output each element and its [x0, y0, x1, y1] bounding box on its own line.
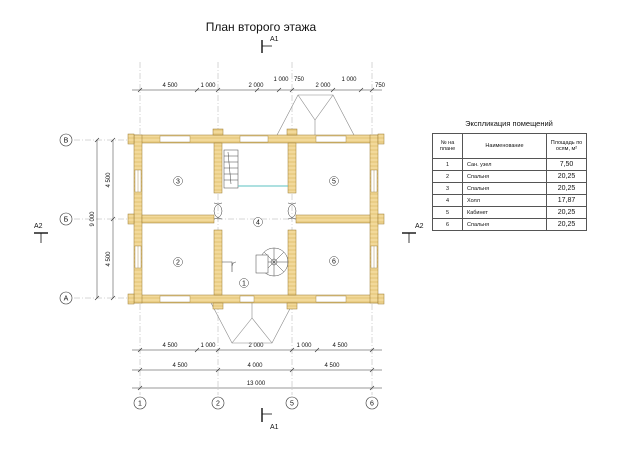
row-number: 4 [433, 195, 463, 207]
section-marker-a1-bottom [262, 408, 279, 431]
spiral-staircase [256, 248, 288, 276]
row-number: 2 [433, 171, 463, 183]
room-label-5: 5 [332, 178, 336, 186]
section-marker-a2-left [34, 223, 48, 243]
room-schedule-title: Экспликация помещений [465, 119, 553, 128]
staircase-upper [224, 150, 288, 188]
svg-text:А2: А2 [34, 223, 43, 230]
row-name: Спальня [463, 219, 547, 231]
dim-left-1: 4 500 [106, 172, 112, 188]
axis-label-v: В [63, 137, 69, 145]
section-marker-a1-top [262, 36, 279, 53]
dim-bottom-3: 2 000 [248, 343, 264, 349]
header-number: № на плане [433, 134, 463, 159]
room-label-4: 4 [256, 219, 260, 227]
room-label-6: 6 [332, 258, 336, 266]
axis-label-5: 5 [290, 400, 294, 408]
row-area: 20,25 [547, 219, 587, 231]
dimension-chain-bottom [132, 343, 382, 390]
header-area: Площадь по осям, м² [547, 134, 587, 159]
row-name: Спальня [463, 183, 547, 195]
dim-top-3: 2 000 [248, 83, 264, 89]
room-schedule [432, 119, 586, 231]
room-label-2: 2 [176, 259, 180, 267]
dim-bottom-4: 1 000 [296, 343, 312, 349]
bathroom-partition [222, 262, 236, 272]
row-name: Спальня [463, 171, 547, 183]
axis-label-a: А [63, 295, 69, 303]
dim-top-5: 750 [293, 77, 305, 83]
row-name: Сан. узел [463, 159, 547, 171]
row-number: 1 [433, 159, 463, 171]
axis-bubbles-numbers [134, 397, 378, 409]
table-row [433, 171, 587, 183]
svg-text:А1: А1 [270, 36, 279, 43]
page-title: План второго этажа [205, 20, 317, 34]
table-row [433, 159, 587, 171]
table-row [433, 195, 587, 207]
header-name: Наименование [463, 134, 547, 159]
dim-left-2: 4 500 [106, 251, 112, 267]
dim-bottom-row2-3: 4 500 [324, 363, 340, 369]
row-area: 7,50 [547, 159, 587, 171]
dim-top-4: 1 000 [273, 77, 289, 83]
dim-top-6: 2 000 [315, 83, 331, 89]
row-number: 5 [433, 207, 463, 219]
row-name: Кабинет [463, 207, 547, 219]
table-row [433, 207, 587, 219]
dim-bottom-5: 4 500 [332, 343, 348, 349]
dim-top-7: 1 000 [341, 77, 357, 83]
dim-top-1: 4 500 [162, 83, 178, 89]
dim-bottom-row2-1: 4 500 [172, 363, 188, 369]
row-area: 20,25 [547, 183, 587, 195]
dimension-chain-top [132, 77, 386, 92]
axis-label-2: 2 [216, 400, 220, 408]
dim-top-2: 1 000 [200, 83, 216, 89]
table-row [433, 219, 587, 231]
row-area: 17,87 [547, 195, 587, 207]
axis-label-b: Б [63, 216, 69, 224]
table-header-row [433, 134, 587, 159]
doors [214, 203, 296, 219]
svg-text:А1: А1 [270, 424, 279, 431]
axis-label-6: 6 [370, 400, 374, 408]
svg-text:А2: А2 [415, 223, 424, 230]
table-row [433, 183, 587, 195]
dim-bottom-total: 13 000 [246, 381, 266, 387]
dim-left-total: 9 000 [90, 211, 96, 227]
dim-bottom-1: 4 500 [162, 343, 178, 349]
row-number: 6 [433, 219, 463, 231]
dim-bottom-row2-2: 4 000 [247, 363, 263, 369]
room-label-3: 3 [176, 178, 180, 186]
row-area: 20,25 [547, 171, 587, 183]
axis-label-1: 1 [138, 400, 142, 408]
room-schedule-table [432, 133, 587, 231]
dim-bottom-2: 1 000 [200, 343, 216, 349]
row-area: 20,25 [547, 207, 587, 219]
section-marker-a2-right [402, 223, 424, 243]
dim-top-8: 750 [374, 83, 386, 89]
row-name: Холл [463, 195, 547, 207]
row-number: 3 [433, 183, 463, 195]
room-label-1: 1 [242, 280, 246, 288]
axis-bubbles-letters [60, 134, 72, 304]
